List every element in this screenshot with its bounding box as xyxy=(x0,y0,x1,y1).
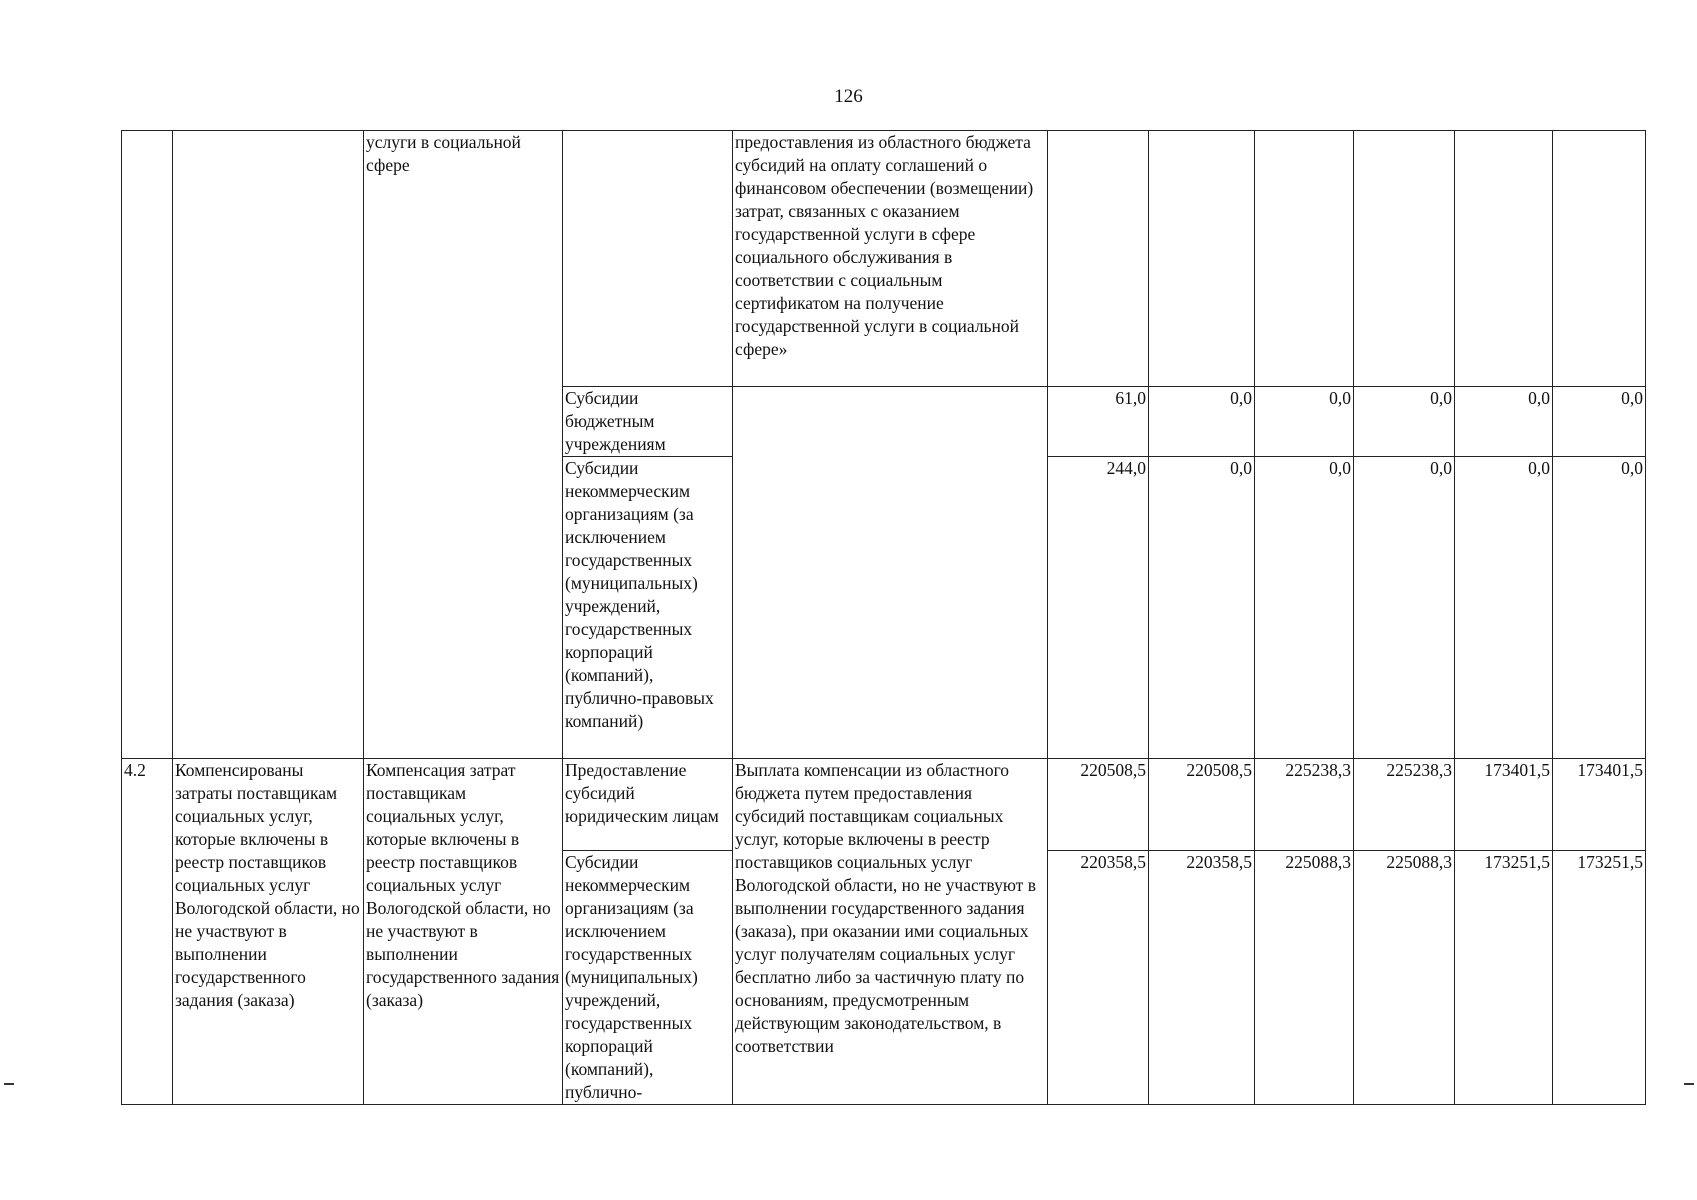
value-cell: 220508,5 xyxy=(1048,759,1149,851)
value-cell: 0,0 xyxy=(1149,387,1255,457)
program-table xyxy=(121,130,1646,1105)
cell-number-empty xyxy=(122,131,173,759)
cell-source-label xyxy=(563,759,733,851)
value-cell: 220358,5 xyxy=(1048,851,1149,1105)
cell-description xyxy=(733,759,1048,1105)
description-text: Выплата компенсации из областного бюджета путем предоставления субсидий поставщикам социальных услуг, которые включены в реестр поставщиков социальных услуг Вологодской области, но не участвуют в выполнении государственного задания (заказа), при оказании ими социальных услуг получателям социальных услуг бесплатно либо за частичную плату по основаниям, предусмотренным действующим законодательством, в соответствии xyxy=(735,760,1036,1056)
value-cell: 0,0 xyxy=(1553,387,1646,457)
value-cell: 0,0 xyxy=(1455,457,1553,759)
source-label: Предоставление субсидий юридическим лицам xyxy=(565,760,719,826)
value-cell: 173401,5 xyxy=(1455,759,1553,851)
value-cell: 173251,5 xyxy=(1553,851,1646,1105)
result-text: Компенсированы затраты поставщикам социальных услуг, которые включены в реестр поставщиков социальных услуг Вологодской области, но не участвуют в выполнении государственного задания (заказа) xyxy=(175,760,360,1010)
cell-result xyxy=(173,759,364,1105)
cell-description-empty xyxy=(733,387,1048,759)
event-text: услуги в социальной сфере xyxy=(366,132,521,175)
source-label: Субсидии бюджетным учреждениям xyxy=(565,388,666,454)
value-cell: 173401,5 xyxy=(1553,759,1646,851)
description-text: предоставления из областного бюджета субсидий на оплату соглашений о финансовом обеспечении (возмещении) затрат, связанных с оказанием государственной услуги в сфере социального обслуживания в соответствии с социальным сертификатом на получение государственной услуги в социальной сфере» xyxy=(735,132,1034,359)
value-cell: 244,0 xyxy=(1048,457,1149,759)
source-label: Субсидии некоммерческим организациям (за исключением государственных (муниципальных) учреждений, государственных корпораций (компаний), публично- xyxy=(565,852,698,1102)
table-row xyxy=(122,131,1646,387)
value-cell: 0,0 xyxy=(1354,387,1455,457)
cell-result-empty xyxy=(173,131,364,759)
value-cell: 0,0 xyxy=(1255,387,1354,457)
value-cell: 220508,5 xyxy=(1149,759,1255,851)
value-cell: 0,0 xyxy=(1553,457,1646,759)
cell-description-continuation xyxy=(733,131,1048,387)
value-cell: 0,0 xyxy=(1149,457,1255,759)
value-cell: 173251,5 xyxy=(1455,851,1553,1105)
cell-source-empty xyxy=(563,131,733,387)
cell-source-label xyxy=(563,387,733,457)
source-label: Субсидии некоммерческим организациям (за исключением государственных (муниципальных) учреждений, государственных корпораций (компаний), публично-правовых компаний) xyxy=(565,458,714,731)
value-cell: 225238,3 xyxy=(1255,759,1354,851)
cell-source-label xyxy=(563,851,733,1105)
item-number: 4.2 xyxy=(124,760,146,780)
cell-event-continuation xyxy=(364,131,563,759)
value-cell: 225088,3 xyxy=(1255,851,1354,1105)
page-number: 126 xyxy=(834,86,863,107)
event-text: Компенсация затрат поставщикам социальных услуг, которые включены в реестр поставщиков социальных услуг Вологодской области, но не участвуют в выполнении государственного задания (заказа) xyxy=(366,760,560,1010)
value-cell: 225088,3 xyxy=(1354,851,1455,1105)
cell-event xyxy=(364,759,563,1105)
cell-item-number xyxy=(122,759,173,1105)
margin-mark xyxy=(4,1083,14,1085)
value-cell: 225238,3 xyxy=(1354,759,1455,851)
value-cell: 0,0 xyxy=(1255,457,1354,759)
value-cell: 0,0 xyxy=(1354,457,1455,759)
table-row xyxy=(122,759,1646,851)
cell-source-label xyxy=(563,457,733,759)
value-cell: 220358,5 xyxy=(1149,851,1255,1105)
margin-mark xyxy=(1684,1083,1694,1085)
value-cell: 61,0 xyxy=(1048,387,1149,457)
value-cell: 0,0 xyxy=(1455,387,1553,457)
